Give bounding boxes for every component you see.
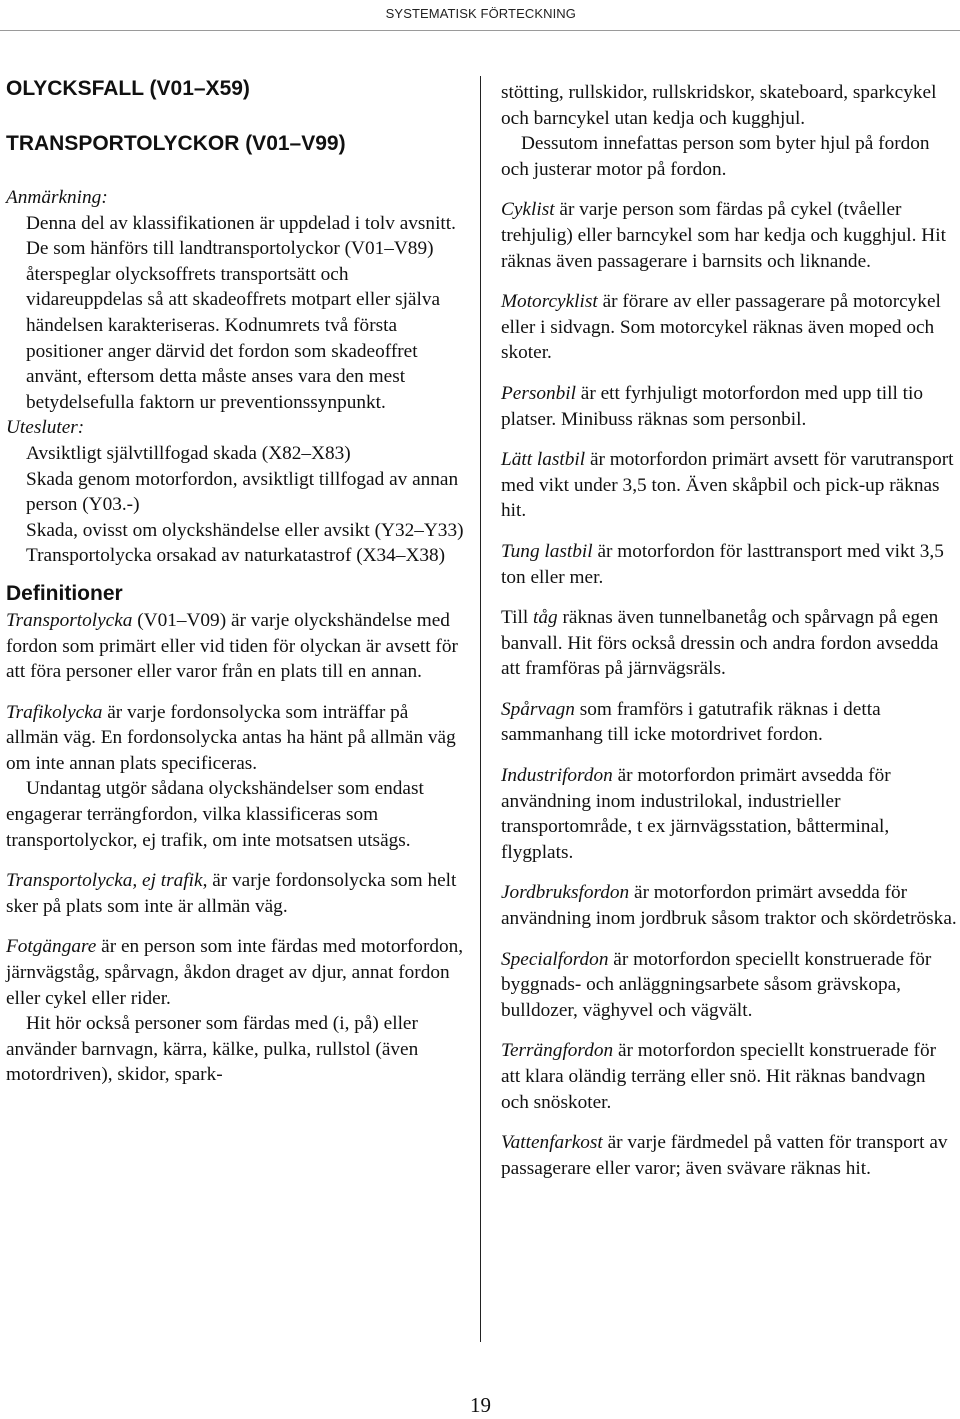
- note-label: Anmärkning:: [6, 187, 108, 208]
- definition-cyklist: [501, 197, 958, 274]
- definition-fotgangare: [6, 934, 464, 1011]
- excludes-label: Utesluter:: [6, 417, 85, 439]
- definition-text: är en person som inte färdas med motorfordon, järnvägståg, spårvagn, åkdon draget av djur, annat fordon eller cykel eller rider.: [6, 936, 464, 1009]
- excludes-item: Avsiktligt självtillfogad skada (X82–X83): [26, 442, 351, 464]
- definition-term: Tung lastbil: [501, 540, 593, 562]
- definition-term: Trafikolycka: [6, 701, 103, 723]
- definition-tag: [501, 605, 958, 682]
- definition-jordbruksfordon: [501, 880, 958, 931]
- subsection-title: TRANSPORTOLYCKOR (V01–V99): [6, 132, 346, 155]
- definition-term: Spårvagn: [501, 698, 575, 720]
- definition-industrifordon: [501, 763, 958, 865]
- definition-sparvagn: [501, 697, 958, 748]
- definition-text: är varje person som färdas på cykel (tvåeller trehjulig) eller barncykel som har kedja och kugghjul. Hit räknas även passagerare i barnsits och liknande.: [501, 199, 946, 272]
- definition-term: Transportolycka, ej trafik: [6, 870, 203, 892]
- definition-term: Terrängfordon: [501, 1040, 614, 1062]
- excludes-item: Skada genom motorfordon, avsiktligt tillfogad av annan person (Y03.-): [26, 468, 459, 516]
- definition-prefix: Till: [501, 607, 533, 629]
- excludes-item: Transportolycka orsakad av naturkatastrof (X34–X38): [26, 545, 446, 567]
- continued-text: stötting, rullskidor, rullskridskor, skateboard, sparkcykel och barncykel utan kedja och kugghjul.: [501, 82, 937, 129]
- definition-tung-lastbil: [501, 539, 958, 590]
- excludes-list: [6, 441, 464, 569]
- definition-trafikolycka-extra: Undantag utgör sådana olyckshändelser som endast engagerar terrängfordon, vilka klassificeras som transportolyckor, ej trafik, om inte motsatsen utsägs.: [6, 778, 424, 851]
- column-divider: [480, 76, 481, 1342]
- definition-transportolycka: [6, 608, 464, 685]
- definition-motorcyklist: [501, 289, 958, 366]
- definition-text: är motorfordon primärt avsedda för användning inom industrilokal, industrieller transportområde, t ex järnvägsstation, båtterminal, flygplats.: [501, 765, 891, 863]
- page-number: 19: [470, 1393, 491, 1417]
- definition-text: som framförs i gatutrafik räknas i detta sammanhang till icke motordrivet fordon.: [501, 698, 881, 746]
- note-text: Denna del av klassifikationen är uppdelad i tolv avsnitt. De som hänförs till landtransportolyckor (V01–V89) återspeglar olycksoffrets transportsätt och vidareuppdelas så att skadeoffrets motpart eller själva händelsen karakteriseras. Kodnumrets två första positioner anger därvid det fordon som skadeoffret använt, eftersom detta måste anses vara den mest betydelsefulla faktorn ur preventionssynpunkt.: [26, 212, 456, 413]
- definition-term: Motorcyklist: [501, 291, 598, 313]
- section-title: OLYCKSFALL (V01–X59): [6, 77, 250, 100]
- definition-term: Fotgängare: [6, 936, 97, 958]
- definition-term: tåg: [533, 607, 558, 629]
- definition-text: är varje fordonsolycka som inträffar på allmän väg. En fordonsolycka antas ha hänt på allmän väg om inte annan plats specificeras.: [6, 701, 456, 774]
- definition-text: är motorfordon primärt avsett för varutransport med vikt under 3,5 ton. Även skåpbil och pick-up räknas hit.: [501, 449, 954, 522]
- excludes-item: Skada, ovisst om olyckshändelse eller avsikt (Y32–Y33): [26, 519, 464, 541]
- definition-text: är motorfordon primärt avsedda för användning inom jordbruk såsom traktor och skördetröska.: [501, 882, 957, 930]
- definition-term: Personbil: [501, 382, 576, 404]
- definition-term: Specialfordon: [501, 948, 609, 970]
- running-head: SYSTEMATISK FÖRTECKNING: [385, 6, 576, 21]
- definition-text: är motorfordon speciellt konstruerade för att klara oländig terräng eller snö. Hit räknas bandvagn och snöskoter.: [501, 1040, 937, 1113]
- definition-ej-trafik: [6, 868, 464, 919]
- definition-term: Vattenfarkost: [501, 1132, 603, 1154]
- definition-text: räknas även tunnelbanetåg och spårvagn på egen banvall. Hit förs också dressin och andra fordon avsedda att framföras på järnvägsräls.: [501, 607, 939, 680]
- definition-terrangfordon: [501, 1038, 958, 1115]
- definition-vattenfarkost: [501, 1130, 958, 1181]
- definition-text: , är varje fordonsolycka som helt sker på plats som inte är allmän väg.: [6, 870, 457, 917]
- definition-latt-lastbil: [501, 447, 958, 524]
- definition-trafikolycka: [6, 700, 464, 777]
- continued-extra: Dessutom innefattas person som byter hjul på fordon och justerar motor på fordon.: [501, 133, 930, 180]
- definition-text: är ett fyrhjuligt motorfordon med upp till tio platser. Minibuss räknas som personbil.: [501, 382, 923, 430]
- definition-term: Industrifordon: [501, 765, 613, 787]
- definition-fotgangare-extra: Hit hör också personer som färdas med (i, på) eller använder barnvagn, kärra, kälke, pulka, rullstol (även motordriven), skidor, spark-: [6, 1013, 419, 1086]
- definition-personbil: [501, 381, 958, 432]
- header-rule: [0, 30, 960, 31]
- definition-term: Lätt lastbil: [501, 449, 586, 471]
- definition-term: Jordbruksfordon: [501, 882, 630, 904]
- definition-text: är varje färdmedel på vatten för transport av passagerare eller varor; även svävare räknas hit.: [501, 1132, 948, 1179]
- definition-term: Transportolycka: [6, 609, 133, 631]
- definition-specialfordon: [501, 947, 958, 1024]
- definitions-heading: Definitioner: [6, 581, 123, 605]
- definition-text: är förare av eller passagerare på motorcykel eller i sidvagn. Som motorcykel räknas även moped och skoter.: [501, 291, 941, 364]
- left-column: [6, 76, 464, 1088]
- definition-text: är motorfordon speciellt konstruerade för byggnads- och anläggningsarbete såsom grävskopa, bulldozer, väghyvel och vägvält.: [501, 948, 932, 1021]
- definition-text: (V01–V09) är varje olyckshändelse med fordon som primärt eller vid tiden för olyckan är avsett för att föra personer eller varor från en plats till en annan.: [6, 609, 458, 683]
- definition-text: är motorfordon för lasttransport med vikt 3,5 ton eller mer.: [501, 540, 944, 588]
- right-column: [501, 80, 958, 1181]
- definition-term: Cyklist: [501, 199, 555, 221]
